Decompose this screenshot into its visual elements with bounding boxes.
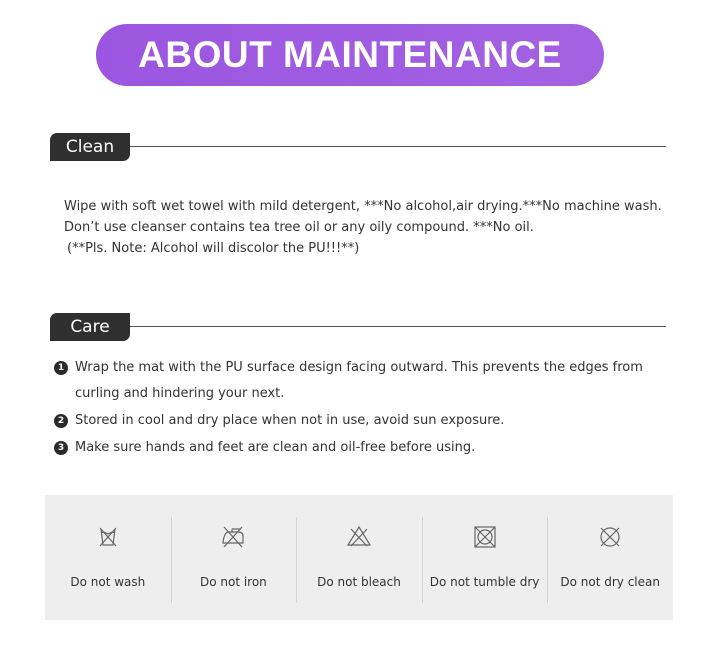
care-list xyxy=(54,355,664,462)
no-bleach-icon xyxy=(345,523,373,551)
clean-note: (**Pls. Note: Alcohol will discolor the PU!!!**) xyxy=(67,241,360,256)
no-wash-icon xyxy=(94,523,122,551)
clean-instructions xyxy=(64,196,664,259)
care-label: Do not bleach xyxy=(317,575,401,589)
care-label: Do not iron xyxy=(199,575,267,589)
care-label: Do not dry clean xyxy=(560,575,660,589)
no-iron-icon xyxy=(219,523,247,551)
clean-line: Wipe with soft wet towel with mild detergent, ***No alcohol,air drying.***No machine wash. xyxy=(64,199,662,214)
care-symbol-no-dry-clean xyxy=(547,495,673,620)
list-item xyxy=(54,435,664,461)
clean-section-header xyxy=(50,133,666,161)
care-section-header xyxy=(50,313,666,341)
no-tumble-dry-icon xyxy=(471,523,499,551)
care-symbol-no-wash xyxy=(45,495,171,620)
number-badge: 2 xyxy=(54,414,68,428)
page-title: ABOUT MAINTENANCE xyxy=(138,34,562,75)
care-heading: Care xyxy=(50,313,130,341)
number-badge: 3 xyxy=(54,441,68,455)
list-item xyxy=(54,355,664,407)
care-symbols-panel xyxy=(45,495,673,620)
divider-line xyxy=(130,326,666,327)
list-item xyxy=(54,408,664,434)
care-item-text: Make sure hands and feet are clean and oil-free before using. xyxy=(75,440,476,455)
number-badge: 1 xyxy=(54,361,68,375)
divider-line xyxy=(130,146,666,147)
clean-heading: Clean xyxy=(50,133,130,161)
title-banner xyxy=(96,24,604,86)
care-symbol-no-tumble-dry xyxy=(422,495,548,620)
care-item-text: Wrap the mat with the PU surface design facing outward. This prevents the edges from curling and hindering your next. xyxy=(75,360,643,401)
care-label: Do not wash xyxy=(70,575,146,589)
care-item-text: Stored in cool and dry place when not in use, avoid sun exposure. xyxy=(75,413,505,428)
clean-line: Don’t use cleanser contains tea tree oil or any oily compound. ***No oil. xyxy=(64,220,534,235)
care-symbol-no-iron xyxy=(171,495,297,620)
no-dry-clean-icon xyxy=(596,523,624,551)
care-symbol-no-bleach xyxy=(296,495,422,620)
care-label: Do not tumble dry xyxy=(429,575,540,589)
